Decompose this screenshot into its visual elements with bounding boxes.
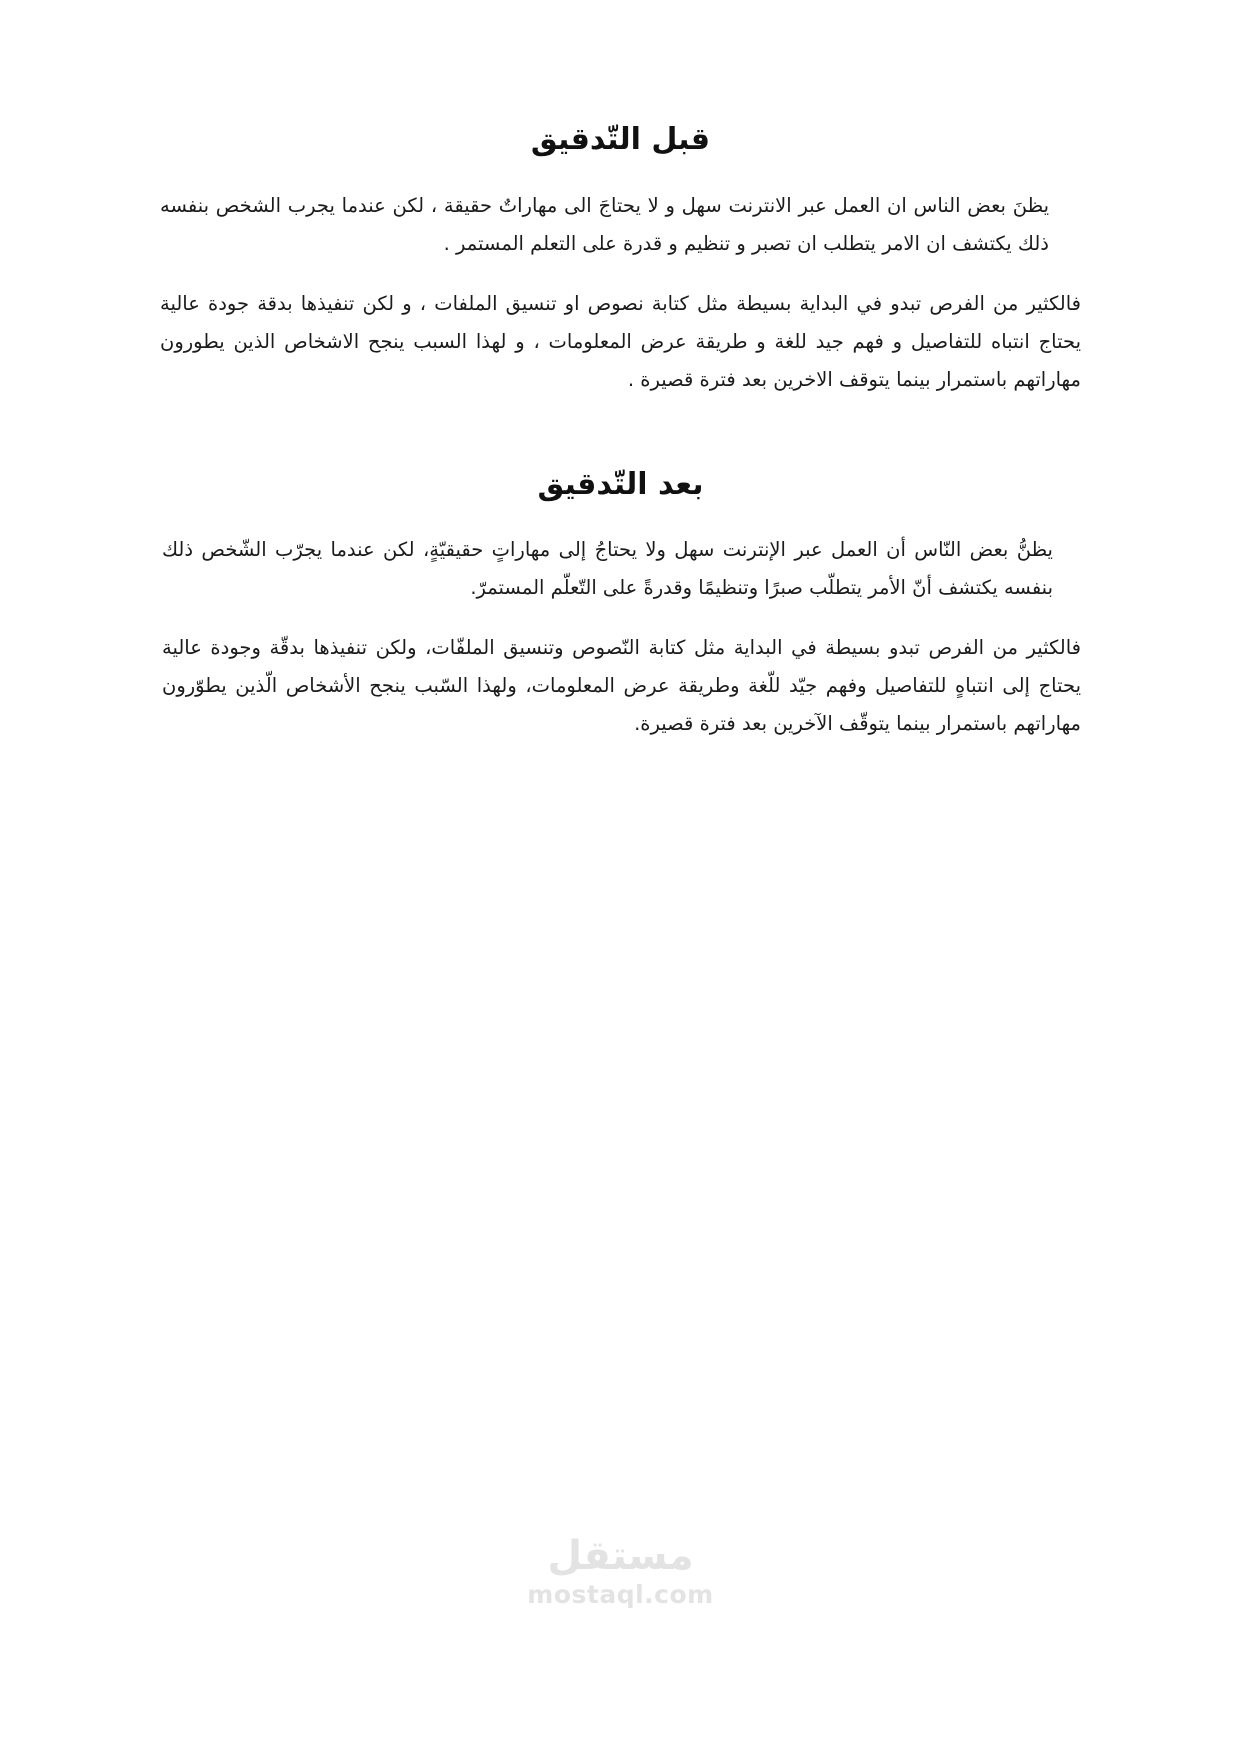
before-paragraph-2: فالكثير من الفرص تبدو في البداية بسيطة مثل كتابة نصوص او تنسيق الملفات ، و لكن تنفيذها بدقة جودة عالية يحتاج انتباه للتفاصيل و فهم جيد للغة و طريقة عرض المعلومات ، و لهذا السبب ينجح الاشخاص الذين يطورون مهاراتهم باستمرار بينما يتوقف الاخرين بعد فترة قصيرة . [160,291,1081,391]
before-paragraph-1: يظنَ بعض الناس ان العمل عبر الانترنت سهل و لا يحتاجَ الى مهاراتٌ حقيقة ، لكن عندما يجرب الشخص بنفسه ذلك يكتشف ان الامر يتطلب ان تصبر و تنظيم و قدرة على التعلم المستمر . [160,193,1049,255]
section-before-proofreading [150,120,1091,399]
heading-after-proofreading: بعد التّدقيق [537,466,704,502]
mostaql-latin-wordmark: mostaql.com [527,1580,714,1609]
after-paragraph-2: فالكثير من الفرص تبدو بسيطة في البداية مثل كتابة النّصوص وتنسيق الملفّات، ولكن تنفيذها بدقّة وجودة عالية يحتاج إلى انتباهٍ للتفاصيل وفهم جيّد للّغة وطريقة عرض المعلومات، ولهذا السّبب ينجح الأشخاص الّذين يطوّرون مهاراتهم باستمرار بينما يتوقّف الآخرين بعد فترة قصيرة. [162,636,1081,736]
section-after-proofreading [150,465,1091,744]
document-content [150,120,1091,777]
mostaql-watermark-logo [0,1533,1241,1609]
mostaql-arabic-wordmark: مستقل [547,1533,694,1579]
after-paragraph-1: يظنُّ بعض النّاس أن العمل عبر الإنترنت سهل ولا يحتاجُ إلى مهاراتٍ حقيقيّةٍ، لكن عندما يجرّب الشّخص ذلك بنفسه يكتشف أنّ الأمر يتطلّب صبرًا وتنظيمًا وقدرةً على التّعلّم المستمرّ. [162,538,1053,600]
heading-before-proofreading: قبل التّدقيق [530,122,711,157]
